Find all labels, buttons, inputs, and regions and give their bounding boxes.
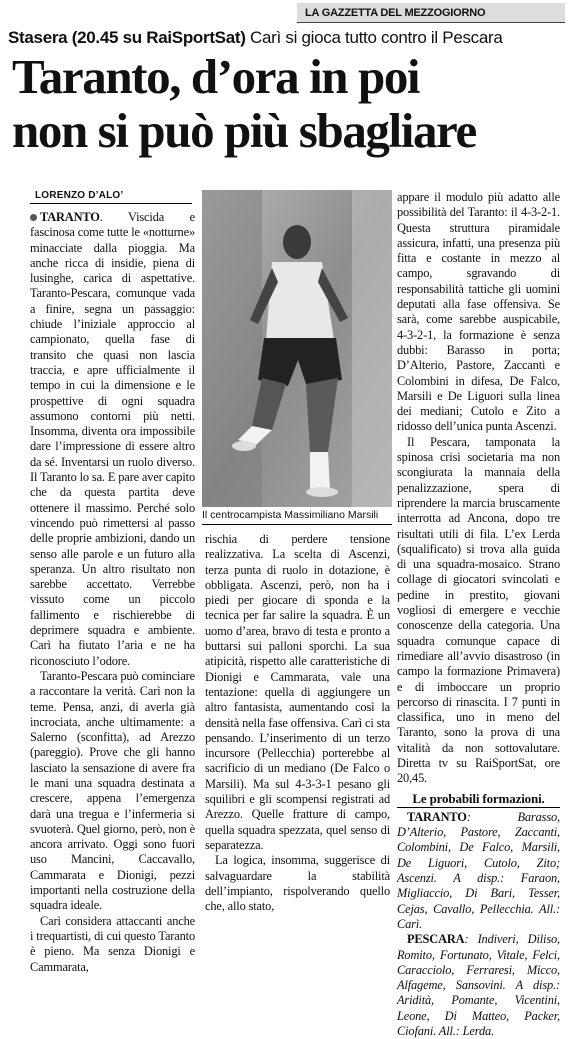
player-photo xyxy=(202,190,392,507)
paragraph: La logica, insomma, suggerisce di salvaguardare la stabilità dell’impianto, rispolverando quello che, allo stato, xyxy=(205,853,390,914)
article-column-2 xyxy=(205,532,390,914)
kicker xyxy=(8,28,564,48)
lineups-title: Le probabili formazioni. xyxy=(397,791,560,808)
player-photo-image xyxy=(202,190,392,507)
masthead: LA GAZZETTA DEL MEZZOGIORNO xyxy=(297,3,565,23)
article-column-1 xyxy=(30,210,195,975)
headline-line-2: non si può più sbagliare xyxy=(12,103,476,158)
paragraph: rischia di perdere tensione realizzativa. La scelta di Ascenzi, terza punta di ruolo in dotazione, è obbligata. Ascenzi, però, non ha i piedi per giocare di sponda e la tecnica per far salire la squadra. È un uomo d’area, bravo di testa e pronto a buttarsi sui palloni sporchi. La sua atipicità, rispetto alle caratteristiche di Dionigi e Cammarata, vale una tentazione: quella di aggiungere un altro fantasista, aumentando così la densità nella fase offensiva. Carì ci sta pensando. L’inserimento di un terzo incursore (Pellecchia) porterebbe al sacrificio di un mediano (De Falco o Marsili). Ma sul 4-3-3-1 pesano gli squilibri e gli scompensi registrati ad Arezzo. Quelle fratture di campo, quella squadra spezzata, quel senso di separatezza. xyxy=(205,532,390,852)
paragraph: Carì considera attaccanti anche i trequartisti, di cui questo Taranto è pieno. Ma senza Dionigi e Cammarata, xyxy=(30,913,195,974)
caption-rule xyxy=(202,524,392,525)
byline: LORENZO D’ALO’ xyxy=(35,190,124,201)
byline-rule xyxy=(30,203,192,204)
lineup-players: : Barasso, D’Alterio, Pastore, Zaccanti, Colombini, De Falco, Marsili, De Liguori, Cutolo, Zito; Ascenzi. A disp.: Faraon, Migliaccio, Di Bari, Tesser, Cejas, Cavallo, Pellecchia. All.: Carì. xyxy=(397,809,560,931)
lineup-team-label: PESCARA xyxy=(407,932,465,947)
paragraph-text: . Viscida e fascinosa come tutte le «notturne» minacciate dalla pioggia. Ma anche ricca di insidie, piena di lusinghe, carica di aspettative. Taranto-Pescara, comunque vada a finire, segna un passaggio: chiude l’iniziale approccio al campionato, quella fase di transito che quasi non lascia traccia, e apre ufficialmente il tempo in cui la dimensione e le prospettive di ogni squadra assumono contorni più netti. Insomma, diventa ora impossibile dare l’impressione di essere altro da sé. Inventarsi un ruolo diverso. Il Taranto lo sa. E pare aver capito che da questa partita deve ottenere il massimo. Perché solo vincendo può rimettersi al passo delle proprie ambizioni, dando un senso alle parole e un futuro alla speranza. Un altro risultato non sarebbe accettato. Verrebbe vissuto come un piccolo fallimento e rischierebbe di deprimere squadra e ambiente. Carì ha fiutato l’aria e ne ha riconosciuto l’odore. xyxy=(30,210,195,668)
lineup-taranto xyxy=(397,810,560,932)
lineup-pescara xyxy=(397,932,560,1039)
lineup-players: : Indiveri, Diliso, Romito, Fortunato, Vitale, Felci, Caracciolo, Ferraresi, Micco, Alfageme, Sansovini. A disp.: Aridità, Pomante, Vicentini, Leone, Di Matteo, Packer, Ciofani. All.: Lerda. xyxy=(397,932,560,1039)
lineup-team-label: TARANTO xyxy=(407,809,467,824)
paragraph xyxy=(30,210,195,669)
kicker-rest: Carì si gioca tutto contro il Pescara xyxy=(245,28,503,47)
kicker-bold: Stasera (20.45 su RaiSportSat) xyxy=(8,28,246,47)
paragraph: Taranto-Pescara può cominciare a raccontare la verità. Carì non la teme. Pensa, anzi, di averla già incrociata, anche ultimamente: a Salerno (sconfitta), ad Arezzo (pareggio). Prove che gli hanno lasciato la sensazione di avere fra le mani una squadra destinata a crescere, appena l’emergenza darà una tregua e l’infermeria si svuoterà. Quel giorno, però, non è ancora arrivato. Oggi sono fuori uso Mancini, Caccavallo, Cammarata e Dionigi, pezzi importanti nella costruzione della squadra ideale. xyxy=(30,668,195,913)
paragraph: appare il modulo più adatto alle possibilità del Taranto: il 4-3-2-1. Questa struttura piramidale assicura, infatti, una presenza più fitta e costante in mezzo al campo, sgravando di responsabilità tattiche gli uomini deputati alla fase offensiva. Se sarà, come sarebbe auspicabile, 4-3-2-1, la formazione è senza dubbi: Barasso in porta; D’Alterio, Pastore, Zaccanti e Colombini in difesa, De Falco, Marsili e De Liguori sulla linea dei mediani; Cutolo e Zito a ridosso dell’unica punta Ascenzi. xyxy=(397,190,560,434)
paragraph: Il Pescara, tamponata la spinosa crisi societaria ma non scongiurata la mannaia della penalizzazione, spera di riprendere la marcia bruscamente interrotta ad Ancona, dopo tre risultati utili di fila. L’ex Lerda (squalificato) si trova alla guida di una squadra-mosaico. Strano collage di giocatori svincolati e pedine in prestito, giovani vogliosi di emergere e vecchie conoscenze della categoria. Una squadra comunque capace di rimediare all’avvio disastroso (in campo la formazione Primavera) e di imboccare un proprio percorso di rinascita. I 7 punti in classifica, uno in meno del Taranto, sono la prova di una vitalità da non sottovalutare. Diretta tv su RaiSportSat, ore 20,45. xyxy=(397,434,560,786)
dateline: TARANTO xyxy=(40,210,100,224)
bullet-icon xyxy=(30,214,37,221)
headline xyxy=(12,50,568,158)
article-column-3 xyxy=(397,190,560,1039)
headline-line-1: Taranto, d’ora in poi xyxy=(12,49,420,104)
photo-caption: Il centrocampista Massimiliano Marsili xyxy=(202,509,379,521)
